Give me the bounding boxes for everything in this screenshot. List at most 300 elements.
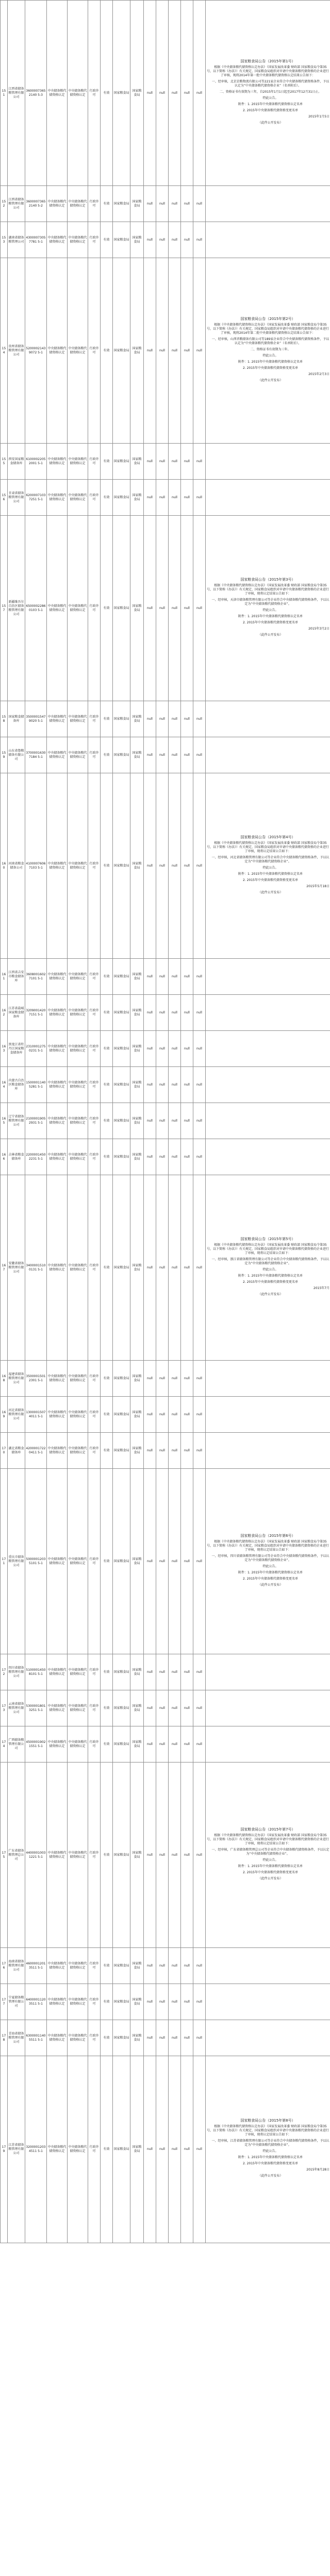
field-2-cell: null — [156, 1139, 169, 1175]
decision-type-cell: 行政许可 — [88, 1984, 101, 2020]
approval-item-2-cell: 中央储备粮代储资格认定 — [68, 258, 88, 444]
announcement-cell — [206, 444, 330, 480]
authority-cell: 国家粮食局 — [113, 1067, 130, 1103]
field-2-cell: null — [156, 444, 169, 480]
decision-type-cell: 行政许可 — [88, 1433, 101, 1469]
field-5-cell: null — [193, 2020, 206, 2056]
approval-item-cell: 中央储备粮代储资格认定 — [47, 1469, 68, 1654]
field-3-cell: null — [169, 186, 181, 222]
announcement-paragraph: （此件公开发布） — [258, 890, 283, 894]
authority-cell: 国家粮食局 — [113, 1433, 130, 1469]
field-4-cell: null — [181, 701, 193, 737]
field-2-cell: null — [156, 1762, 169, 1948]
announcement-paragraph: 附件：1. 2015年中央储备粮代储资格认定名单 — [238, 1274, 303, 1278]
field-5-cell: null — [193, 186, 206, 222]
field-3-cell: null — [169, 1, 181, 186]
decision-type-cell: 行政许可 — [88, 1762, 101, 1948]
field-5-cell: null — [193, 1139, 206, 1175]
authority-2-cell: 国家粮食局 — [130, 1984, 144, 2020]
field-3-cell: null — [169, 222, 181, 258]
company-name-cell: 安徽省储备粮管理有限公司 — [8, 1175, 25, 1361]
authority-cell: 国家粮食局 — [113, 1139, 130, 1175]
company-name-cell: 黑龙江省牡丹江国家粮食储备库 — [8, 1031, 25, 1067]
credit-code-cell: 53000018013251 5-1 — [25, 1690, 47, 1726]
field-3-cell: null — [169, 480, 181, 516]
status-cell: 有效 — [101, 186, 113, 222]
field-3-cell: null — [169, 2020, 181, 2056]
field-1-cell: null — [144, 516, 156, 701]
approval-item-cell: 中央储备粮代储资格认定 — [47, 2020, 68, 2056]
approval-item-2-cell: 中央储备粮代储资格认定 — [68, 444, 88, 480]
row-index-cell: 161 — [1, 959, 8, 995]
announcement-cell — [206, 1948, 330, 1984]
status-cell: 有效 — [101, 1690, 113, 1726]
announcement-cell — [206, 701, 330, 737]
announcement-paragraph: 一、经审核，浙江省储备粮管理有限公司等企业符合中央储备粮代储资格条件，予以认定为“中央储备粮代储资格企业”。 — [211, 1257, 329, 1265]
field-4-cell: null — [181, 1361, 193, 1397]
table-row — [1, 1433, 330, 1469]
announcement-cell — [206, 1361, 330, 1397]
approval-item-cell: 中央储备粮代储资格认定 — [47, 1433, 68, 1469]
field-5-cell: null — [193, 1067, 206, 1103]
approval-item-cell: 中央储备粮代储资格认定 — [47, 1726, 68, 1762]
credit-code-cell: 36000073652140 5-2 — [25, 186, 47, 222]
row-index-cell: 160 — [1, 773, 8, 959]
announcement-paragraph: 2015年3月2日 — [308, 626, 329, 631]
authority-2-cell: 国家粮食局 — [130, 995, 144, 1031]
row-index-cell: 169 — [1, 1397, 8, 1433]
field-5-cell: null — [193, 1690, 206, 1726]
company-name-cell: 湖北省粮食储备库 — [8, 1433, 25, 1469]
approval-item-cell: 中央储备粮代储资格认定 — [47, 1397, 68, 1433]
announcement-paragraph: 2015年7月 — [313, 1286, 329, 1290]
row-index-cell: 158 — [1, 701, 8, 737]
field-1-cell: null — [144, 1, 156, 186]
decision-type-cell: 行政许可 — [88, 959, 101, 995]
company-name-cell: 青海省储备粮管理有限公司 — [8, 2020, 25, 2056]
company-name-cell: 海南省储备粮管理有限公司 — [8, 1948, 25, 1984]
approval-item-cell: 中央储备粮代储资格认定 — [47, 959, 68, 995]
field-3-cell: null — [169, 1361, 181, 1397]
credit-code-cell: 43000073057781 5-1 — [25, 222, 47, 258]
status-cell: 有效 — [101, 222, 113, 258]
table-row — [1, 1690, 330, 1726]
authority-cell: 国家粮食局 — [113, 737, 130, 773]
field-1-cell: null — [144, 1175, 156, 1361]
credit-code-cell: 37000016307184 5-1 — [25, 737, 47, 773]
announcement-paragraph: 一、经审核，山西晋粮储备有限公司等189家企业符合中央储备粮代储资格条件，予以认定为“中央储备粮代储资格企业”（名单附后）。 — [211, 337, 329, 345]
authority-2-cell: 国家粮食局 — [130, 1397, 144, 1433]
announcement-cell — [206, 1, 330, 186]
announcement-paragraph: 附件：1. 2015年中央储备粮代储资格认定名单 — [238, 1864, 303, 1868]
status-cell: 有效 — [101, 1984, 113, 2020]
announcement-paragraph: 2015年8月28日 — [306, 2168, 329, 2172]
announcement-cell — [206, 959, 330, 995]
decision-type-cell: 行政许可 — [88, 1361, 101, 1397]
field-1-cell: null — [144, 444, 156, 480]
field-5-cell: null — [193, 1, 206, 186]
field-4-cell: null — [181, 1469, 193, 1654]
field-5-cell: null — [193, 1031, 206, 1067]
field-5-cell: null — [193, 773, 206, 959]
field-4-cell: null — [181, 1397, 193, 1433]
table-row — [1, 1984, 330, 2020]
authority-2-cell: 国家粮食局 — [130, 516, 144, 701]
approval-item-2-cell: 中央储备粮代储资格认定 — [68, 737, 88, 773]
decision-type-cell: 行政许可 — [88, 480, 101, 516]
row-index-cell: 163 — [1, 1031, 8, 1067]
field-4-cell: null — [181, 1984, 193, 2020]
authority-2-cell: 国家粮食局 — [130, 1654, 144, 1690]
credit-code-cell: 64000011203511 5-1 — [25, 1984, 47, 2020]
row-index-cell: 156 — [1, 480, 8, 516]
field-2-cell: null — [156, 1397, 169, 1433]
credit-code-cell: 41000076067103 5-1 — [25, 773, 47, 959]
announcement-cell — [206, 773, 330, 959]
field-2-cell: null — [156, 1690, 169, 1726]
announcement-cell — [206, 2056, 330, 2243]
decision-type-cell: 行政许可 — [88, 1654, 101, 1690]
authority-2-cell: 国家粮食局 — [130, 1726, 144, 1762]
field-5-cell: null — [193, 737, 206, 773]
announcement-paragraph: 根据《中央储备粮代储资格认定办法》（国家发展改革委 财政部 国家粮食局令第35号，以下简称《办法》）有关规定，国家粮食局组织对申请中央储备粮代储资格的企业进行了审核，现将认定结果公告如下： — [206, 1833, 329, 1845]
field-2-cell: null — [156, 773, 169, 959]
field-2-cell: null — [156, 258, 169, 444]
decision-type-cell: 行政许可 — [88, 737, 101, 773]
field-4-cell: null — [181, 995, 193, 1031]
approval-item-2-cell: 中央储备粮代储资格认定 — [68, 1984, 88, 2020]
field-2-cell: null — [156, 1031, 169, 1067]
table-row — [1, 1139, 330, 1175]
field-2-cell: null — [156, 222, 169, 258]
announcement-paragraph: 2015年2月3日 — [308, 372, 329, 376]
announcement-paragraph: 根据《中央储备粮代储资格认定办法》（国家发展改革委 财政部 国家粮食局令第35号，以下简称《办法》）有关规定，国家粮食局组织对申请中央储备粮代储资格的企业进行了审核，现将认定结果公告如下： — [206, 1243, 329, 1255]
decision-type-cell: 行政许可 — [88, 2056, 101, 2243]
authority-2-cell: 国家粮食局 — [130, 186, 144, 222]
company-name-cell: 内蒙古自治区粮食储备库 — [8, 1067, 25, 1103]
authority-2-cell: 国家粮食局 — [130, 2056, 144, 2243]
company-name-cell: 宁夏储备粮管理有限公司 — [8, 1984, 25, 2020]
announcement-paragraph: 一、经审核，北京京粮物流有限公司等221家企业符合中央储备粮代储资格条件，予以认定为“中央储备粮代储资格企业”（名单附后）。 — [211, 79, 329, 88]
decision-type-cell: 行政许可 — [88, 1469, 101, 1654]
announcement-paragraph: 根据《中央储备粮代储资格认定办法》（国家发展改革委 财政部 国家粮食局令第35号，以下简称《办法》）有关规定，国家粮食局组织对申请中央储备粮代储资格的企业进行了审核，现将2014年第一批中央储备粮代储资格认定结果公告如下： — [206, 65, 329, 77]
field-2-cell: null — [156, 2020, 169, 2056]
table-row — [1, 1762, 330, 1948]
field-4-cell: null — [181, 1726, 193, 1762]
field-4-cell: null — [181, 1654, 193, 1690]
announcement-paragraph: 国家粮食局公告（2015年第2号） — [240, 316, 295, 321]
field-3-cell: null — [169, 995, 181, 1031]
table-row — [1, 2056, 330, 2243]
authority-2-cell: 国家粮食局 — [130, 701, 144, 737]
company-name-cell: 湖南省储备粮管理公司 — [8, 222, 25, 258]
announcement-paragraph: （此件公开发布） — [258, 633, 283, 637]
approval-item-2-cell: 中央储备粮代储资格认定 — [68, 1762, 88, 1948]
row-index-cell: 170 — [1, 1433, 8, 1469]
field-2-cell: null — [156, 1361, 169, 1397]
field-3-cell: null — [169, 1984, 181, 2020]
field-1-cell: null — [144, 959, 156, 995]
field-5-cell: null — [193, 1762, 206, 1948]
status-cell: 有效 — [101, 1175, 113, 1361]
credit-code-cell: 42000017220411 5-1 — [25, 1433, 47, 1469]
credit-code-cell: 21000019052931 5-1 — [25, 1103, 47, 1139]
announcement-cell — [206, 186, 330, 222]
authority-2-cell: 国家粮食局 — [130, 1, 144, 186]
approval-item-2-cell: 中央储备粮代储资格认定 — [68, 1361, 88, 1397]
authority-2-cell: 国家粮食局 — [130, 1762, 144, 1948]
company-name-cell: 国家粮食储备库 — [8, 701, 25, 737]
announcement-cell — [206, 1654, 330, 1690]
approval-item-cell: 中央储备粮代储资格认定 — [47, 1175, 68, 1361]
company-name-cell: 甘肃省储备粮管理有限公司 — [8, 480, 25, 516]
field-2-cell: null — [156, 1948, 169, 1984]
authority-cell: 国家粮食局 — [113, 258, 130, 444]
announcement-paragraph: 一、经审核，四川省储备粮管理有限公司等企业符合中央储备粮代储资格条件，予以认定为“中央储备粮代储资格企业”。 — [211, 1554, 329, 1562]
field-3-cell: null — [169, 701, 181, 737]
announcement-cell — [206, 2020, 330, 2056]
announcement-paragraph: 二、资格证书有效期为三年，自2015年1月1日起至2017年12月31日止。 — [219, 90, 322, 94]
announcement-paragraph: 特此公告。 — [262, 353, 278, 358]
field-1-cell: null — [144, 1067, 156, 1103]
decision-type-cell: 行政许可 — [88, 995, 101, 1031]
field-3-cell: null — [169, 959, 181, 995]
field-3-cell: null — [169, 1654, 181, 1690]
company-name-cell: 山东省鲁粮储备有限公司 — [8, 737, 25, 773]
field-2-cell: null — [156, 186, 169, 222]
field-1-cell: null — [144, 1654, 156, 1690]
table-row — [1, 186, 330, 222]
status-cell: 有效 — [101, 1067, 113, 1103]
field-3-cell: null — [169, 1175, 181, 1361]
approval-item-2-cell: 中央储备粮代储资格认定 — [68, 1469, 88, 1654]
announcement-paragraph: 2. 2015年中央储备粮代储资格变更名单 — [243, 2162, 298, 2165]
field-5-cell: null — [193, 516, 206, 701]
announcement-paragraph: 二、资格证书有效期为三年。 — [250, 347, 291, 351]
row-index-cell: 178 — [1, 2020, 8, 2056]
announcement-paragraph: 2. 2015年中央储备粮代储资格变更名单 — [243, 878, 298, 882]
status-cell: 有效 — [101, 2020, 113, 2056]
announcement-paragraph: 2015年5月18日 — [306, 884, 329, 888]
table-row — [1, 1654, 330, 1690]
announcement-paragraph: （此件公开发布） — [258, 121, 283, 125]
authority-2-cell: 国家粮食局 — [130, 737, 144, 773]
field-2-cell: null — [156, 1984, 169, 2020]
field-1-cell: null — [144, 1948, 156, 1984]
company-name-cell: 云南省储备粮管理有限公司 — [8, 1690, 25, 1726]
field-5-cell: null — [193, 222, 206, 258]
announcement-paragraph: （此件公开发布） — [258, 378, 283, 382]
announcement-paragraph: 2. 2015年中央储备粮代储资格变更名单 — [243, 108, 298, 112]
row-index-cell: 155 — [1, 444, 8, 480]
credit-code-cell: 36000073652140 5-3 — [25, 1, 47, 186]
approval-item-cell: 中央储备粮代储资格认定 — [47, 1654, 68, 1690]
announcement-cell — [206, 480, 330, 516]
announcement-cell — [206, 222, 330, 258]
table-row — [1, 480, 330, 516]
announcement-paragraph: 2015年1月5日 — [308, 114, 329, 118]
credit-code-cell: 50000012035101 5-1 — [25, 1469, 47, 1654]
announcement-paragraph: 国家粮食局公告（2015年第7号） — [240, 1827, 295, 1832]
company-name-cell: 吉林省粮食储备库 — [8, 1139, 25, 1175]
field-3-cell: null — [169, 1948, 181, 1984]
credit-code-cell: 36080016027101 5-1 — [25, 959, 47, 995]
status-cell: 有效 — [101, 1948, 113, 1984]
approval-item-2-cell: 中央储备粮代储资格认定 — [68, 1433, 88, 1469]
field-3-cell: null — [169, 1031, 181, 1067]
approval-item-cell: 中央储备粮代储资格认定 — [47, 701, 68, 737]
credit-code-cell: 23100012750231 5-1 — [25, 1031, 47, 1067]
announcement-paragraph: 根据《中央储备粮代储资格认定办法》（国家发展改革委 财政部 国家粮食局令第35号，以下简称《办法》）有关规定，国家粮食局组织对申请中央储备粮代储资格的企业进行了审核，现将认定结果公告如下： — [206, 841, 329, 853]
authority-cell: 国家粮食局 — [113, 995, 130, 1031]
announcement-paragraph: （此件公开发布） — [258, 2174, 283, 2178]
announcement-paragraph: （此件公开发布） — [258, 1292, 283, 1296]
field-4-cell: null — [181, 2056, 193, 2243]
field-2-cell: null — [156, 1067, 169, 1103]
approval-item-2-cell: 中央储备粮代储资格认定 — [68, 2020, 88, 2056]
row-index-cell: 173 — [1, 1690, 8, 1726]
announcement-paragraph: 特此公告。 — [262, 96, 278, 100]
authority-cell: 国家粮食局 — [113, 480, 130, 516]
table-row — [1, 1, 330, 186]
field-3-cell: null — [169, 1139, 181, 1175]
field-5-cell: null — [193, 480, 206, 516]
announcement-paragraph: 国家粮食局公告（2015年第5号） — [240, 1236, 295, 1241]
authority-2-cell: 国家粮食局 — [130, 258, 144, 444]
authority-2-cell: 国家粮食局 — [130, 1948, 144, 1984]
announcement-paragraph: 2. 2015年中央储备粮代储资格变更名单 — [243, 1280, 298, 1284]
authority-cell: 国家粮食局 — [113, 516, 130, 701]
authority-cell: 国家粮食局 — [113, 1726, 130, 1762]
announcement-cell — [206, 1139, 330, 1175]
approval-item-2-cell: 中央储备粮代储资格认定 — [68, 222, 88, 258]
authority-cell: 国家粮食局 — [113, 222, 130, 258]
authority-2-cell: 国家粮食局 — [130, 1103, 144, 1139]
authority-2-cell: 国家粮食局 — [130, 1361, 144, 1397]
approval-item-2-cell: 中央储备粮代储资格认定 — [68, 995, 88, 1031]
field-1-cell: null — [144, 1103, 156, 1139]
approval-item-2-cell: 中央储备粮代储资格认定 — [68, 1175, 88, 1361]
field-3-cell: null — [169, 1067, 181, 1103]
status-cell: 有效 — [101, 258, 113, 444]
field-1-cell: null — [144, 222, 156, 258]
credit-code-cell: 15000011405281 5-1 — [25, 1067, 47, 1103]
field-1-cell: null — [144, 773, 156, 959]
announcement-paragraph: 根据《中央储备粮代储资格认定办法》（国家发展改革委 财政部 国家粮食局令第35号，以下简称《办法》）有关规定，国家粮食局组织对申请中央储备粮代储资格的企业进行了审核，现将2014年第二批中央储备粮代储资格认定结果公告如下： — [206, 323, 329, 335]
announcement-paragraph: 附件：1. 2015年中央储备粮代储资格认定名单 — [238, 102, 303, 106]
status-cell: 有效 — [101, 1139, 113, 1175]
decision-type-cell: 行政许可 — [88, 1175, 101, 1361]
credit-code-cell: 46000012013511 5-1 — [25, 1948, 47, 1984]
row-index-cell: 175 — [1, 1762, 8, 1948]
field-1-cell: null — [144, 1726, 156, 1762]
field-4-cell: null — [181, 258, 193, 444]
decision-type-cell: 行政许可 — [88, 1031, 101, 1067]
authority-cell: 国家粮食局 — [113, 773, 130, 959]
announcement-cell — [206, 1067, 330, 1103]
authority-cell: 国家粮食局 — [113, 2020, 130, 2056]
authority-2-cell: 国家粮食局 — [130, 773, 144, 959]
status-cell: 有效 — [101, 1654, 113, 1690]
row-index-cell: 164 — [1, 1067, 8, 1103]
announcement-cell — [206, 1103, 330, 1139]
authority-cell: 国家粮食局 — [113, 1, 130, 186]
credit-code-cell: 22000014502231 5-1 — [25, 1139, 47, 1175]
authority-cell: 国家粮食局 — [113, 444, 130, 480]
field-4-cell: null — [181, 516, 193, 701]
decision-type-cell: 行政许可 — [88, 1726, 101, 1762]
announcement-paragraph: 特此公告。 — [262, 608, 278, 612]
approval-item-cell: 中央储备粮代储资格认定 — [47, 1103, 68, 1139]
approval-item-cell: 中央储备粮代储资格认定 — [47, 444, 68, 480]
company-name-cell: 江西省吉安市粮食储备库 — [8, 959, 25, 995]
field-2-cell: null — [156, 1175, 169, 1361]
decision-type-cell: 行政许可 — [88, 1067, 101, 1103]
authority-2-cell: 国家粮食局 — [130, 1175, 144, 1361]
credit-code-cell: 35000015479020 5-1 — [25, 701, 47, 737]
approval-item-cell: 中央储备粮代储资格认定 — [47, 1762, 68, 1948]
field-3-cell: null — [169, 1690, 181, 1726]
credit-code-cell: 34000015100131 5-1 — [25, 1175, 47, 1361]
approval-item-cell: 中央储备粮代储资格认定 — [47, 1984, 68, 2020]
field-1-cell: null — [144, 1762, 156, 1948]
approval-item-2-cell: 中央储备粮代储资格认定 — [68, 480, 88, 516]
table-row — [1, 701, 330, 737]
table-row — [1, 1067, 330, 1103]
field-5-cell: null — [193, 1397, 206, 1433]
authority-cell: 国家粮食局 — [113, 1103, 130, 1139]
field-5-cell: null — [193, 1726, 206, 1762]
announcement-paragraph: 根据《中央储备粮代储资格认定办法》（国家发展改革委 财政部 国家粮食局令第35号，以下简称《办法》）有关规定，国家粮食局组织对申请中央储备粮代储资格的企业进行了审核，现将认定结果公告如下： — [206, 1539, 329, 1552]
announcement-cell — [206, 1433, 330, 1469]
field-5-cell: null — [193, 1175, 206, 1361]
field-2-cell: null — [156, 1433, 169, 1469]
authority-cell: 国家粮食局 — [113, 1175, 130, 1361]
approval-item-cell: 中央储备粮代储资格认定 — [47, 1067, 68, 1103]
approval-item-2-cell: 中央储备粮代储资格认定 — [68, 1, 88, 186]
authority-cell: 国家粮食局 — [113, 1397, 130, 1433]
approval-item-cell: 中央储备粮代储资格认定 — [47, 1031, 68, 1067]
table-row — [1, 1361, 330, 1397]
announcement-paragraph: 附件：1. 2015年中央储备粮代储资格认定名单 — [238, 614, 303, 618]
authority-cell: 国家粮食局 — [113, 1948, 130, 1984]
field-4-cell: null — [181, 186, 193, 222]
approval-item-2-cell: 中央储备粮代储资格认定 — [68, 773, 88, 959]
authority-cell: 国家粮食局 — [113, 701, 130, 737]
status-cell: 有效 — [101, 1, 113, 186]
field-4-cell: null — [181, 480, 193, 516]
authority-2-cell: 国家粮食局 — [130, 1690, 144, 1726]
announcement-cell — [206, 1762, 330, 1948]
field-5-cell: null — [193, 1433, 206, 1469]
decision-type-cell: 行政许可 — [88, 258, 101, 444]
status-cell: 有效 — [101, 1103, 113, 1139]
credit-code-cell: 62000071037251 5-1 — [25, 480, 47, 516]
field-1-cell: null — [144, 1139, 156, 1175]
field-4-cell: null — [181, 1175, 193, 1361]
decision-type-cell: 行政许可 — [88, 2020, 101, 2056]
credit-code-cell: 32090014207151 5-1 — [25, 995, 47, 1031]
field-2-cell: null — [156, 737, 169, 773]
authority-cell: 国家粮食局 — [113, 1762, 130, 1948]
approval-item-2-cell: 中央储备粮代储资格认定 — [68, 701, 88, 737]
field-2-cell: null — [156, 480, 169, 516]
field-5-cell: null — [193, 1103, 206, 1139]
status-cell: 有效 — [101, 701, 113, 737]
field-2-cell: null — [156, 2056, 169, 2243]
field-1-cell: null — [144, 1031, 156, 1067]
announcement-cell — [206, 995, 330, 1031]
